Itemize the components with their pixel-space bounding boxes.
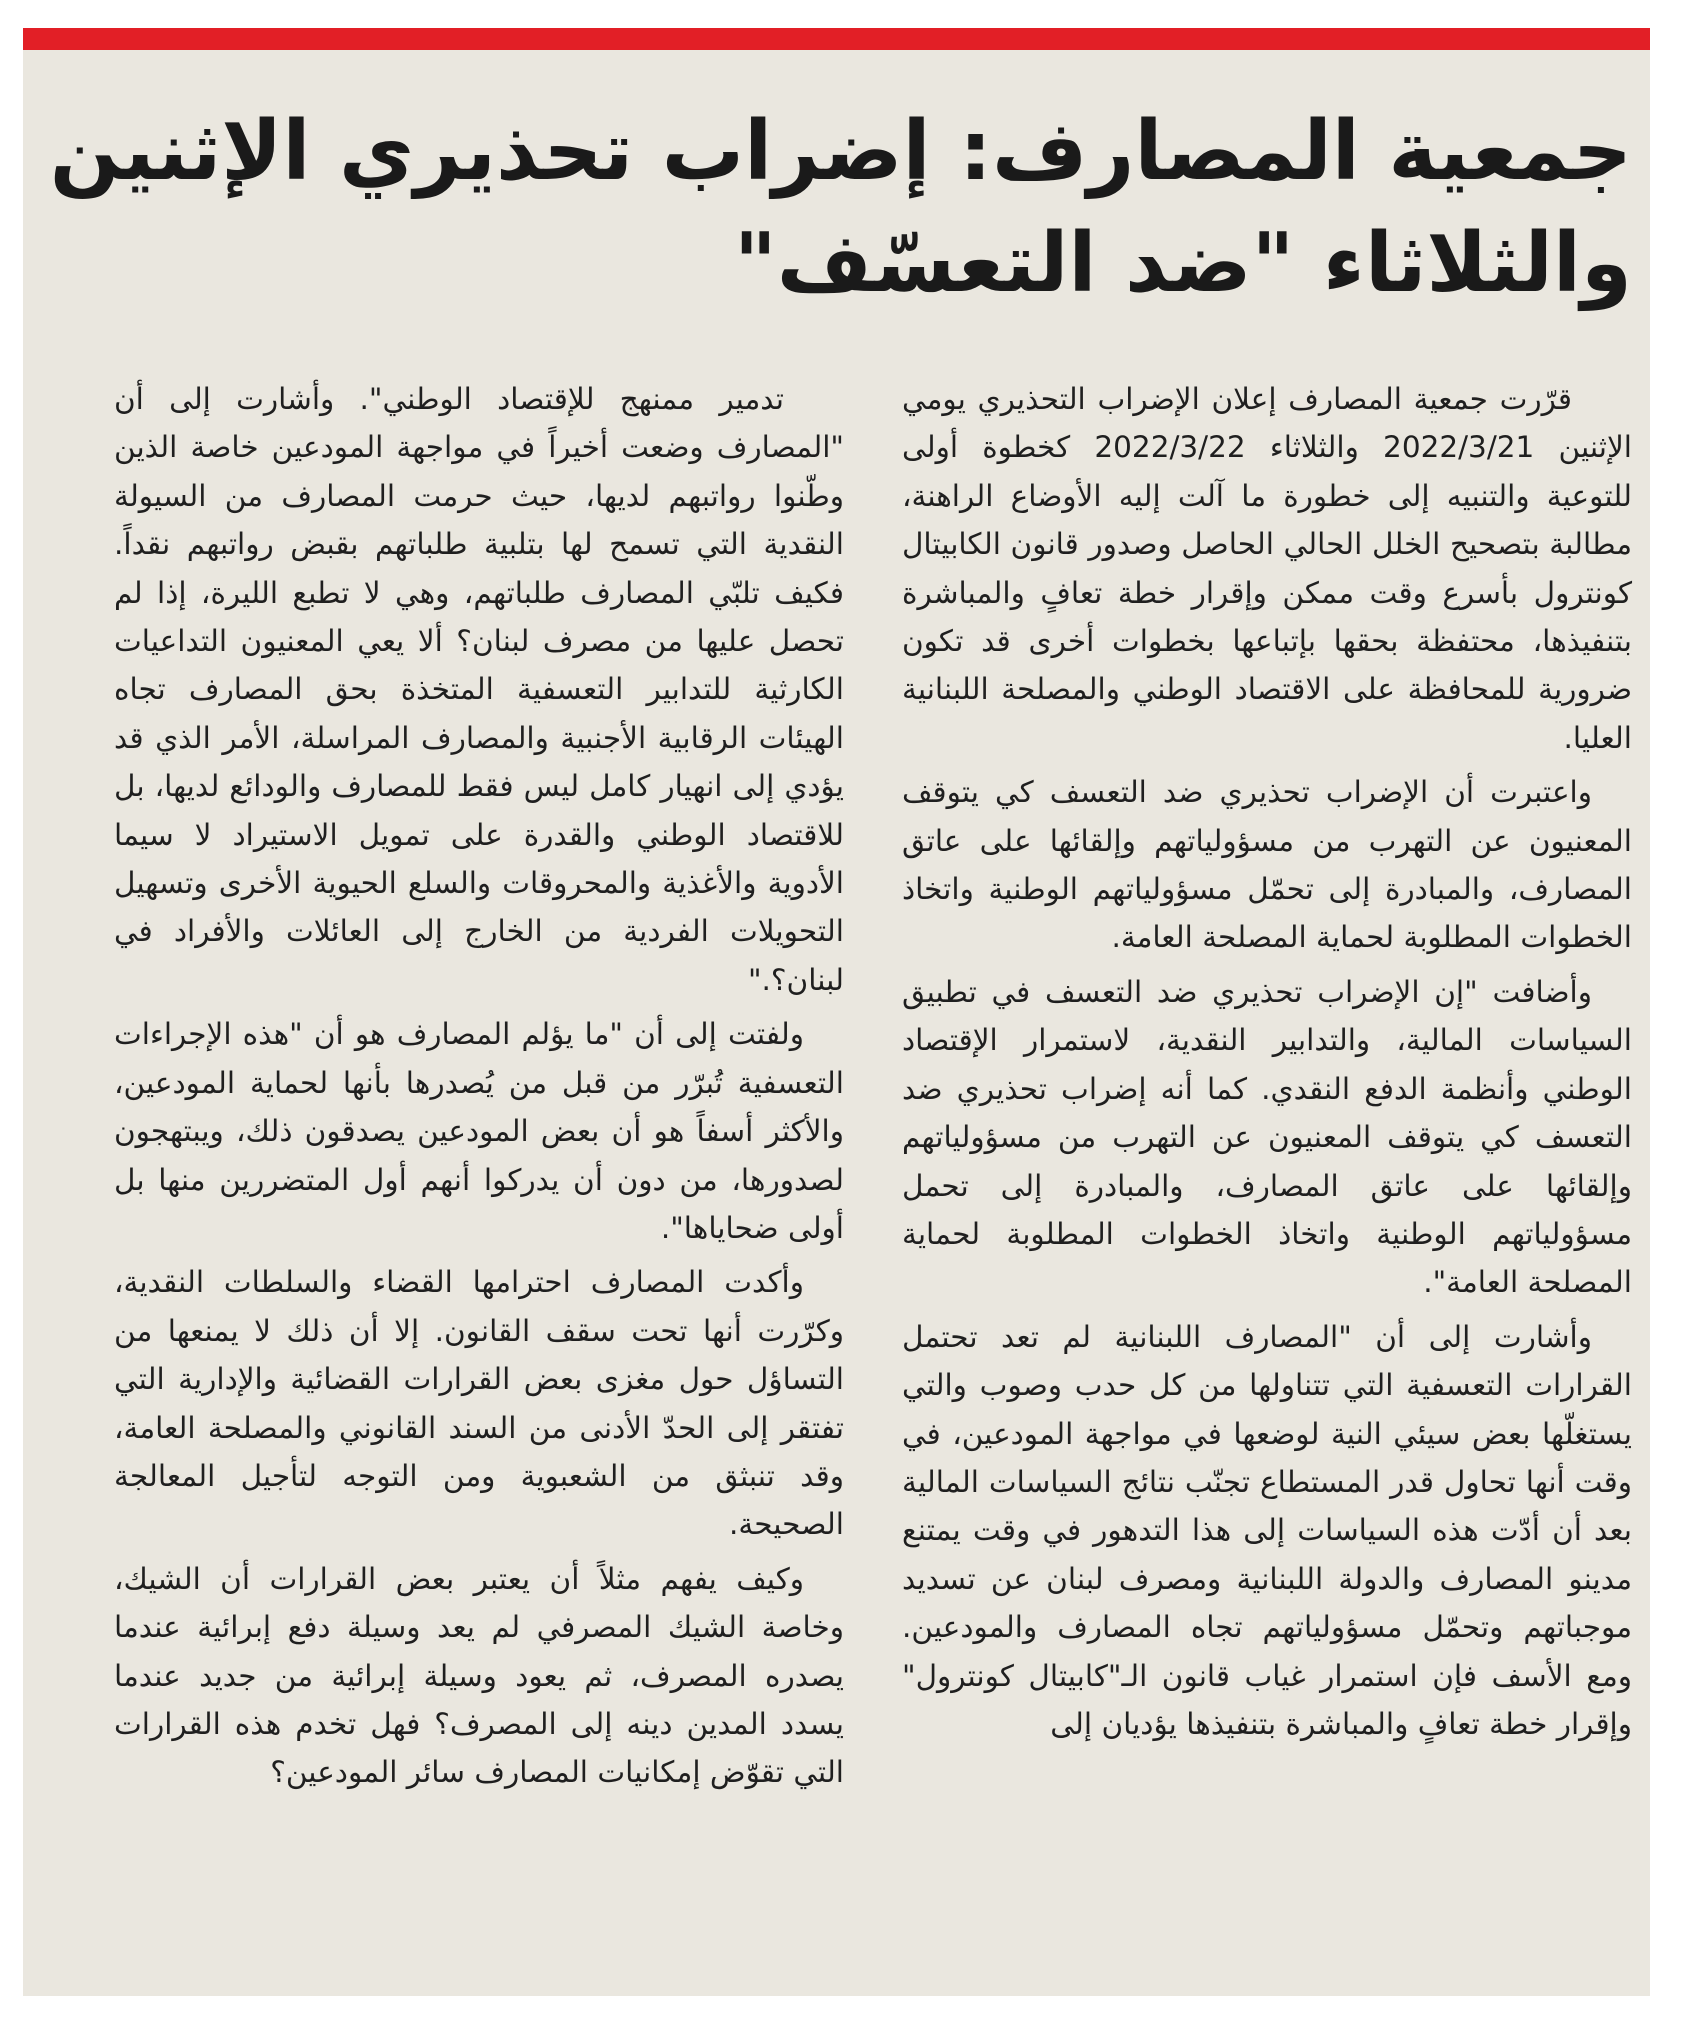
paragraph: ولفتت إلى أن "ما يؤلم المصارف هو أن "هذه الإجراءات التعسفية تُبرّر من قبل من يُصدرها بأنها لحماية المودعين، والأكثر أسفاً هو أن بعض المودعين يصدقون ذلك، ويبتهجون لصدورها، من دون أن يدركوا أنهم أول المتضررين منها بل أولى ضحاياها".	[114, 1017, 844, 1245]
paragraph: وكيف يفهم مثلاً أن يعتبر بعض القرارات أن الشيك، وخاصة الشيك المصرفي لم يعد وسيلة دفع إبرائية عندما يصدره المصرف، ثم يعود وسيلة إبرائية من جديد عندما يسدد المدين دينه إلى المصرف؟ فهل تخدم هذه القرارات التي تقوّض إمكانيات المصارف سائر المودعين؟	[114, 1561, 844, 1790]
paragraph: تدمير ممنهج للإقتصاد الوطني". وأشارت إلى أن "المصارف وضعت أخيراً في مواجهة المودعين خاصة الذين وطّنوا رواتبهم لديها، حيث حرمت المصارف من السيولة النقدية التي تسمح لها بتلبية طلباتهم بقبض رواتبهم نقداً. فكيف تلبّي المصارف طلباتهم، وهي لا تطبع الليرة، إذا لم تحصل عليها من مصرف لبنان؟ ألا يعي المعنيون التداعيات الكارثية للتدابير التعسفية المتخذة بحق المصارف تجاه الهيئات الرقابية الأجنبية والمصارف المراسلة، الأمر الذي قد يؤدي إلى انهيار كامل ليس فقط للمصارف والودائع لديها، بل للاقتصاد الوطني والقدرة على تمويل الاستيراد لا سيما الأدوية والأغذية والمحروقات والسلع الحيوية الأخرى وتسهيل التحويلات الفردية من الخارج إلى العائلات والأفراد في لبنان؟."	[114, 382, 844, 997]
paragraph: وأكدت المصارف احترامها القضاء والسلطات النقدية، وكرّرت أنها تحت سقف القانون. إلا أن ذلك لا يمنعها من التساؤل حول مغزى بعض القرارات القضائية والإدارية التي تفتقر إلى الحدّ الأدنى من السند القانوني والمصلحة العامة، وقد تنبثق من الشعبوية ومن التوجه لتأجيل المعالجة الصحيحة.	[114, 1265, 844, 1542]
headline-line-2: والثلاثاء "ضد التعسّف"	[734, 216, 1632, 311]
article-column-left	[114, 375, 844, 1803]
paragraph: واعتبرت أن الإضراب تحذيري ضد التعسف كي يتوقف المعنيون عن التهرب من مسؤولياتهم وإلقائها على عاتق المصارف، والمبادرة إلى تحمّل مسؤولياتهم الوطنية واتخاذ الخطوات المطلوبة لحماية المصلحة العامة.	[902, 775, 1632, 955]
paragraph: وأشارت إلى أن "المصارف اللبنانية لم تعد تحتمل القرارات التعسفية التي تتناولها من كل حدب وصوب والتي يستغلّها بعض سيئي النية لوضعها في مواجهة المودعين، في وقت أنها تحاول قدر المستطاع تجنّب نتائج السياسات المالية بعد أن أدّت هذه السياسات إلى هذا التدهور في وقت يمتنع مدينو المصارف والدولة اللبنانية ومصرف لبنان عن تسديد موجباتهم وتحمّل مسؤولياتهم تجاه المصارف والمودعين. ومع الأسف فإن استمرار غياب قانون الـ"كابيتال كونترول" وإقرار خطة تعافٍ والمباشرة بتنفيذها يؤديان إلى	[902, 1319, 1632, 1741]
red-top-rule	[23, 28, 1650, 50]
headline	[49, 96, 1632, 320]
paragraph: وأضافت "إن الإضراب تحذيري ضد التعسف في تطبيق السياسات المالية، والتدابير النقدية، لاستمرار الإقتصاد الوطني وأنظمة الدفع النقدي. كما أنه إضراب تحذيري ضد التعسف كي يتوقف المعنيون عن التهرب من مسؤولياتهم وإلقائها على عاتق المصارف، والمبادرة إلى تحمل مسؤولياتهم الوطنية واتخاذ الخطوات المطلوبة لحماية المصلحة العامة".	[902, 974, 1632, 1300]
headline-line-1: جمعية المصارف: إضراب تحذيري الإثنين	[49, 104, 1632, 199]
article-column-right	[902, 375, 1632, 1754]
paragraph: قرّرت جمعية المصارف إعلان الإضراب التحذيري يومي الإثنين 2022/3/21 والثلاثاء 2022/3/22 كخطوة أولى للتوعية والتنبيه إلى خطورة ما آلت إليه الأوضاع الراهنة، مطالبة بتصحيح الخلل الحالي الحاصل وصدور قانون الكابيتال كونترول بأسرع وقت ممكن وإقرار خطة تعافٍ والمباشرة بتنفيذها، محتفظة بحقها بإتباعها بخطوات أخرى قد تكون ضرورية للمحافظة على الاقتصاد الوطني والمصلحة اللبنانية العليا.	[902, 382, 1632, 755]
